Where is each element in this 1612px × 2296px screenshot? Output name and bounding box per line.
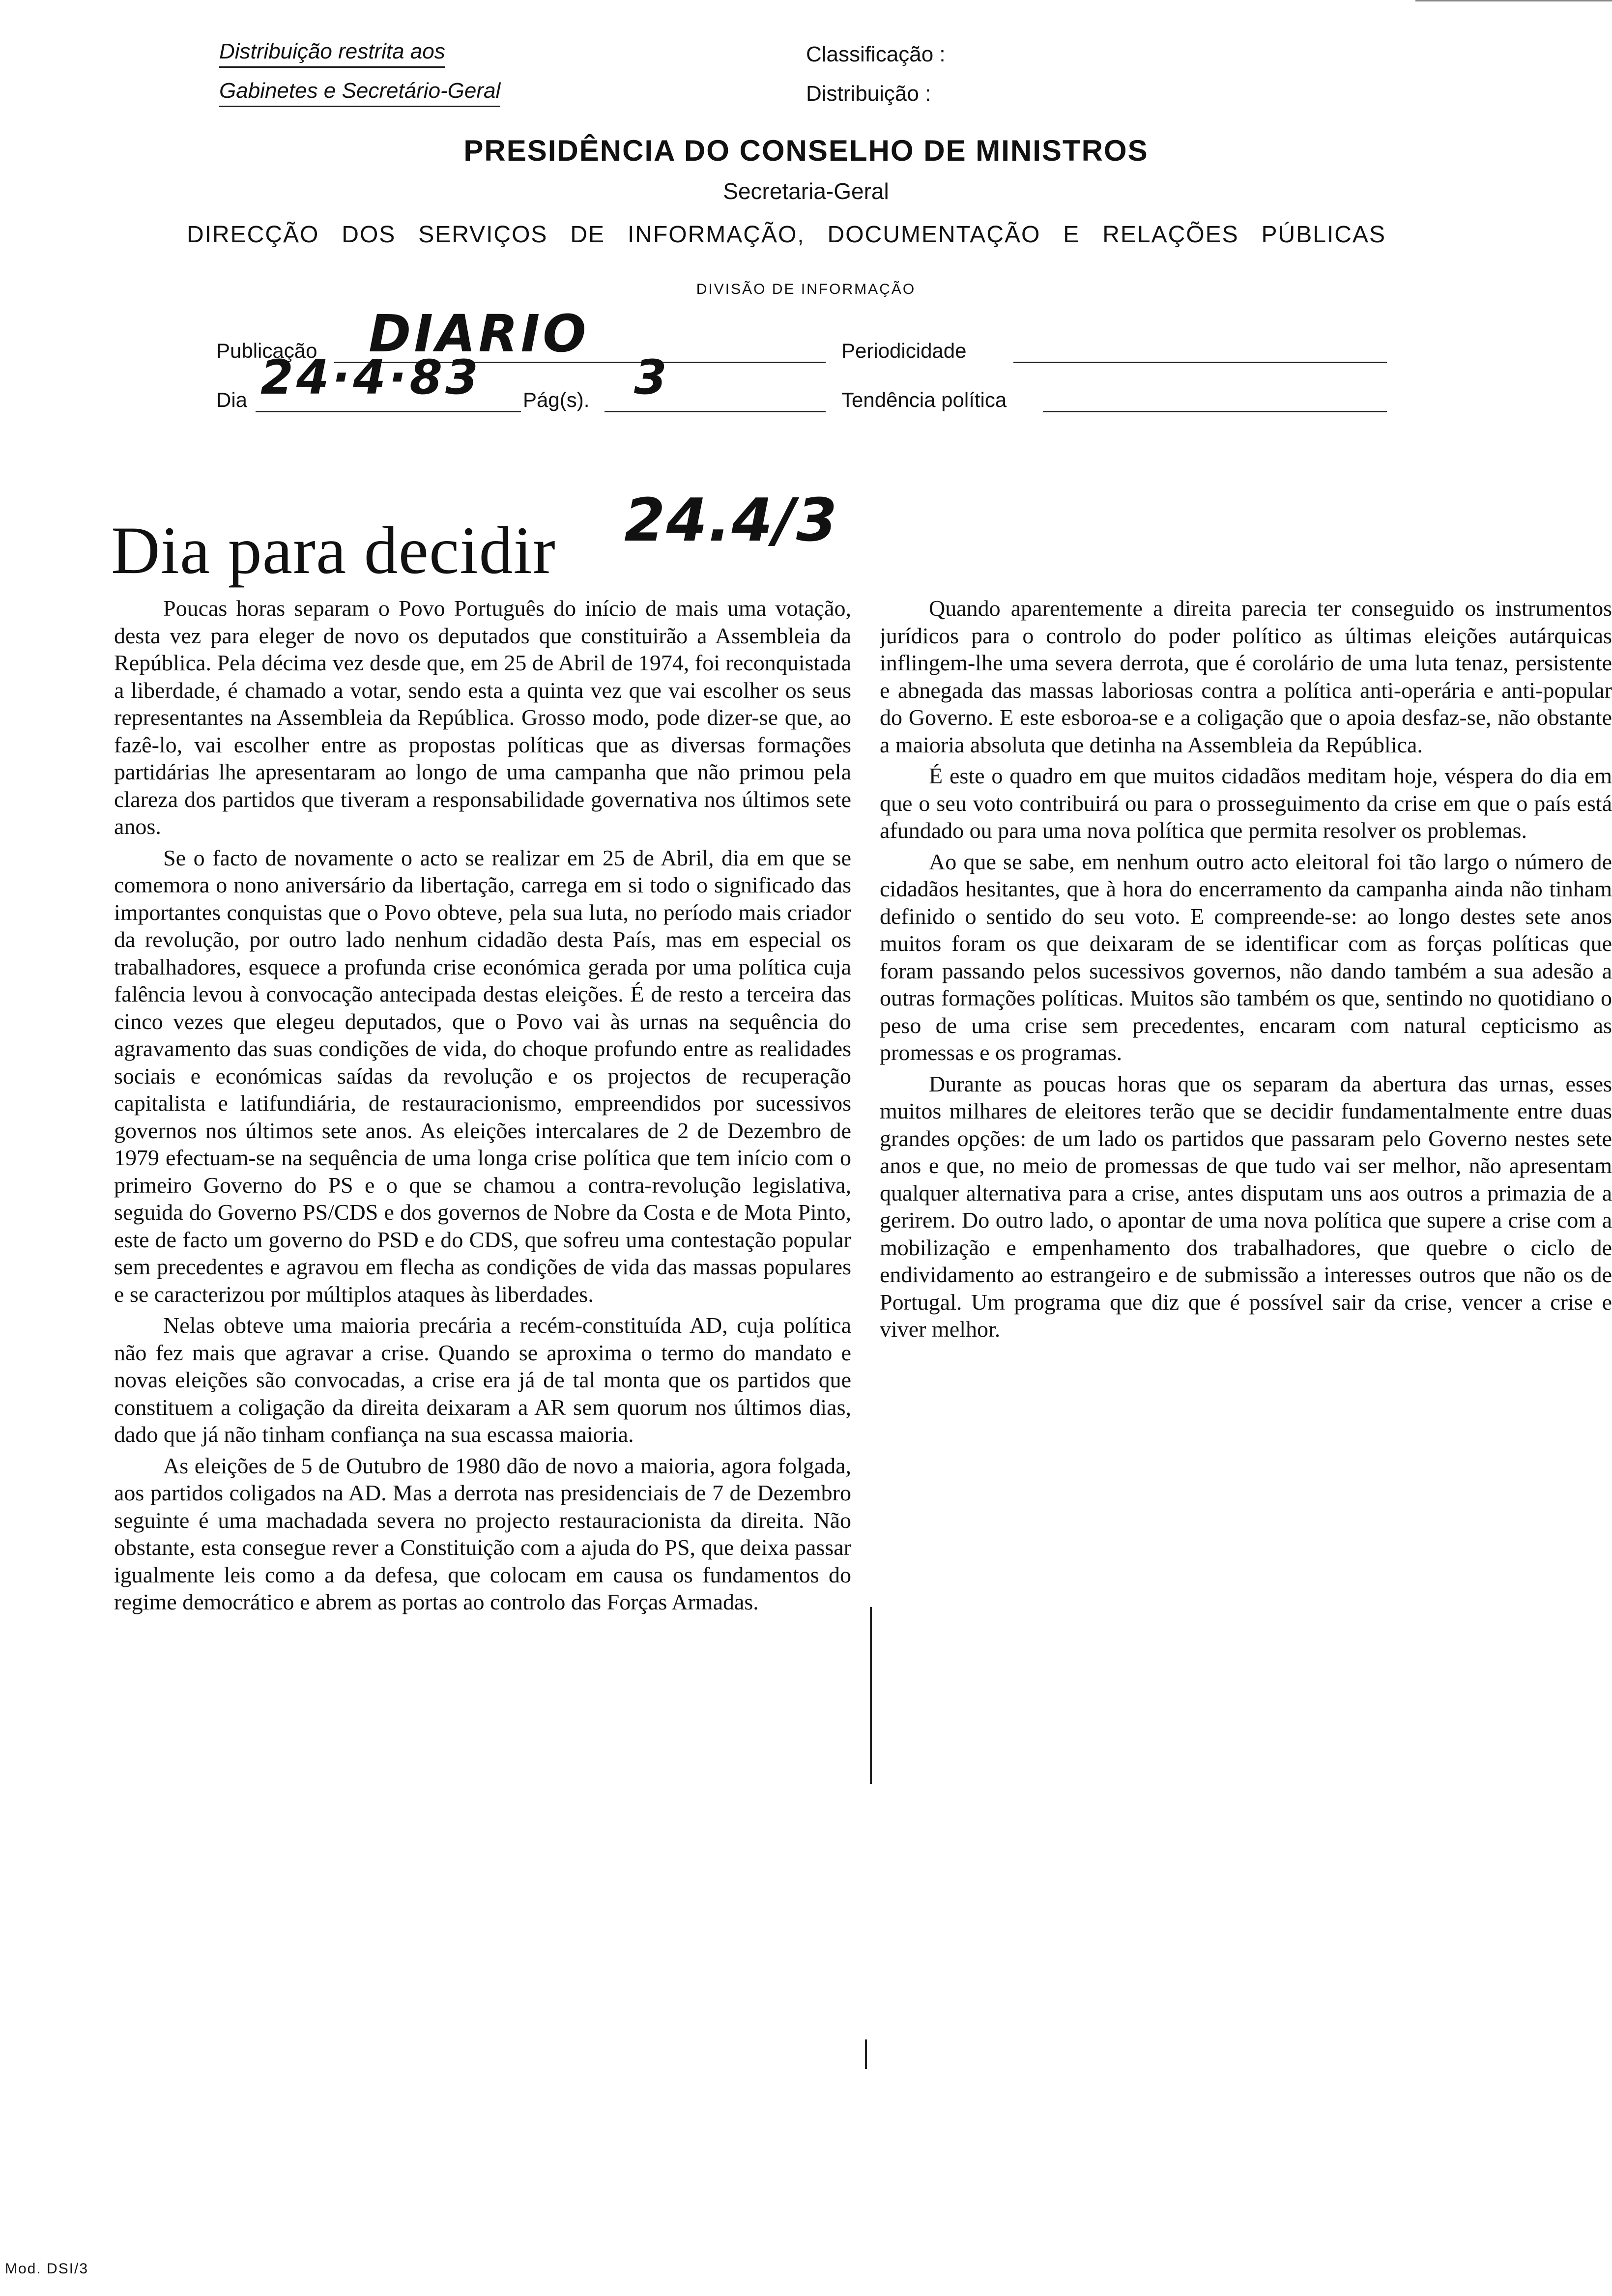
article-paragraph: Nelas obteve uma maioria precária a recém-constituída AD, cuja política não fez mais que agravar a crise. Quando se aproxima o termo do mandato e novas eleições são convocadas, a crise era já de tal monta que os partidos que constituem a coligação da direita deixaram a AR sem quorum nos últimos dias, dado que já não tinham confiança na sua escassa maioria.	[114, 1313, 851, 1447]
publicacao-handwritten: DIARIO	[369, 304, 589, 364]
clipping-edge-mark	[865, 2039, 867, 2069]
periodicidade-label: Periodicidade	[841, 339, 967, 362]
dia-label: Dia	[216, 388, 248, 411]
restriction-line-1: Distribuição restrita aos	[219, 39, 445, 64]
tendencia-label: Tendência política	[841, 388, 1007, 411]
directorate-word: RELAÇÕES	[1102, 222, 1239, 248]
pags-label: Pág(s).	[523, 388, 590, 411]
directorate-word: DOS	[342, 222, 396, 248]
dia-handwritten: 24·4·83	[260, 350, 481, 405]
directorate-word: DOCUMENTAÇÃO	[827, 222, 1041, 248]
periodicidade-line	[1013, 362, 1387, 363]
classificacao-label: Classificação :	[806, 42, 946, 66]
directorate-line	[187, 221, 1386, 248]
directorate-word: DIRECÇÃO	[187, 222, 319, 248]
article-paragraph: Poucas horas separam o Povo Português do início de mais uma votação, desta vez para eleger de novo os deputados que constituirão a Assembleia da República. Pela décima vez desde que, em 25 de Abril de 1974, foi reconquistada a liberdade, é chamado a votar, sendo esta a quinta vez que vai escolher os seus representantes na Assembleia da República. Grosso modo, pode dizer-se que, ao fazê-lo, vai escolher entre as propostas políticas que as diversas formações partidárias lhe apresentaram ao longo de uma campanha que não primou pela clareza dos partidos que tiveram a responsabilidade governativa nos últimos sete anos.	[114, 596, 851, 839]
article-column-left	[114, 595, 851, 1620]
article-headline: Dia para decidir	[111, 513, 556, 588]
article-paragraph: Se o facto de novamente o acto se realizar em 25 de Abril, dia em que se comemora o nono aniversário da libertação, carrega em si todo o significado das importantes conquistas que o Povo obteve, pela sua luta, no período mais criador da revolução, por outro lado nenhum cidadão desta País, mas em especial os trabalhadores, esquece a profunda crise económica gerada por uma política cuja falência levou à convocação antecipada destas eleições. É de resto a terceira das cinco vezes que elegeu deputados, que o Povo vai às urnas na sequência do agravamento das suas condições de vida, do choque profundo entre as realidades sociais e económicas saídas da revolução e os projectos de recuperação capitalista e latifundiária, de restauracionismo, empreendidos por sucessivos governos nos últimos sete anos. As eleições intercalares de 2 de Dezembro de 1979 efectuam-se na sequência de uma longa crise política que tem início com o primeiro Governo do PS e o que se chamou a contra-revolução legislativa, seguida do Governo PS/CDS e dos governos de Nobre da Costa e de Mota Pinto, este de facto um governo do PSD e do CDS, que sofreu uma contestação popular sem precedentes e agravou em flecha as condições de vida das massas populares e se caracterizou por múltiplos ataques às liberdades.	[114, 845, 851, 1307]
pags-line	[604, 411, 826, 412]
pags-handwritten: 3	[634, 350, 670, 405]
tendencia-line	[1043, 411, 1387, 412]
article-paragraph: As eleições de 5 de Outubro de 1980 dão de novo a maioria, agora folgada, aos partidos coligados na AD. Mas a derrota nas presidenciais de 7 de Dezembro seguinte é uma machadada severa no projecto restauracionista da direita. Não obstante, esta consegue rever a Constituição com a ajuda do PS, que deixa passar igualmente leis como a da defesa, que colocam em causa os fundamentos do regime democrático e abrem as portas ao controlo das Forças Armadas.	[114, 1453, 851, 1614]
top-edge-mark	[1415, 0, 1612, 1]
dia-line	[256, 411, 521, 412]
distribuicao-label: Distribuição :	[806, 82, 931, 106]
secretariat-subtitle: Secretaria-Geral	[723, 178, 889, 204]
division-label: DIVISÃO DE INFORMAÇÃO	[696, 281, 916, 297]
directorate-word: SERVIÇOS	[418, 222, 548, 248]
article-paragraph: Durante as poucas horas que os separam da abertura das urnas, esses muitos milhares de eleitores terão que se decidir fundamentalmente entre duas grandes opções: de um lado os partidos que passaram pelo Governo nestes sete anos e que, no meio de promessas de que tudo vai ser melhor, não apresentam qualquer alternativa para a crise, antes disputam uns aos outros a primazia de a gerirem. Do outro lado, o apontar de uma nova política que supere a crise com a mobilização e empenhamento dos trabalhadores, que quebre o ciclo de endividamento ao estrangeiro e de submissão a interesses outros que não os de Portugal. Um programa que diz que é possível sair da crise, vencer a crise e viver melhor.	[880, 1071, 1612, 1342]
article-column-right	[880, 595, 1612, 1347]
article-paragraph: Ao que se sabe, em nenhum outro acto eleitoral foi tão largo o número de cidadãos hesitantes, que à hora do encerramento da campanha ainda não tinham definido o sentido do seu voto. E compreende-se: ao longo destes sete anos muitos foram os que deixaram de se identificar com as forças políticas que foram passando pelos sucessivos governos, não dando também a sua adesão a outras formações políticas. Muitos são também os que, sentindo no quotidiano o peso de uma crise sem precedentes, encaram com natural cepticismo as promessas e os programas.	[880, 849, 1612, 1065]
article-paragraph: Quando aparentemente a direita parecia ter conseguido os instrumentos jurídicos para o controlo do poder político as últimas eleições autárquicas inflingem-lhe uma severa derrota, que é corolário de uma luta tenaz, persistente e abnegada das massas laboriosas contra a política anti-operária e anti-popular do Governo. E este esboroa-se e a coligação que o apoia desfaz-se, não obstante a maioria absoluta que detinha na Assembleia da República.	[880, 596, 1612, 757]
directorate-word: INFORMAÇÃO,	[627, 222, 805, 248]
directorate-word: E	[1063, 222, 1080, 248]
institution-title: PRESIDÊNCIA DO CONSELHO DE MINISTROS	[463, 134, 1149, 167]
publicacao-label: Publicação	[216, 339, 317, 362]
restriction-line-2: Gabinetes e Secretário-Geral	[219, 79, 500, 103]
directorate-word: PÚBLICAS	[1261, 222, 1386, 248]
directorate-word: DE	[570, 222, 605, 248]
article-paragraph: É este o quadro em que muitos cidadãos meditam hoje, véspera do dia em que o seu voto contribuirá ou para o prosseguimento da crise em que o país está afundado ou para uma nova política que permita resolver os problemas.	[880, 763, 1612, 843]
form-model-code: Mod. DSI/3	[5, 2261, 89, 2277]
clipping-edge-mark	[870, 1607, 872, 1784]
handwritten-date-note: 24.4/3	[624, 487, 838, 555]
